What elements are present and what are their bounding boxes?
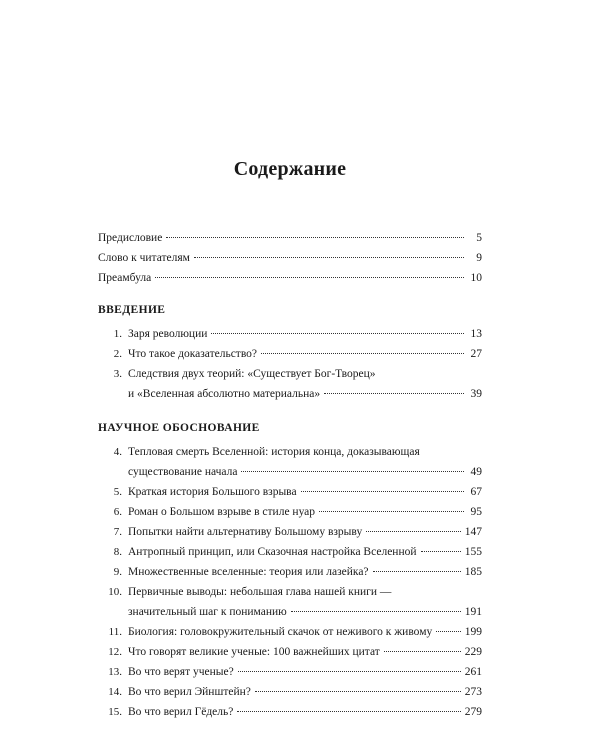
toc-entry-number: 3.: [113, 368, 122, 380]
toc-entry-number: 1.: [113, 328, 122, 340]
dot-leader: [301, 491, 464, 492]
toc-entry-text: Роман о Большом взрыве в стиле нуар: [128, 506, 316, 518]
toc-entry-text: Заря революции: [128, 328, 208, 340]
dot-leader: [211, 333, 464, 334]
dot-leader: [237, 711, 460, 712]
toc-entry-9: [98, 562, 482, 582]
dot-leader: [155, 277, 464, 278]
toc-entry-text: Попытки найти альтернативу Большому взрыву: [128, 526, 363, 538]
dot-leader: [384, 651, 461, 652]
toc-entry-text: Слово к читателям: [98, 252, 190, 264]
toc-entry-number: 11.: [108, 626, 122, 638]
toc-entry-number: 2.: [113, 348, 122, 360]
dot-leader: [373, 571, 461, 572]
toc-entry-text: Краткая история Большого взрыва: [128, 486, 297, 498]
toc-page-number: 67: [470, 486, 482, 498]
dot-leader: [255, 691, 461, 692]
toc-entry-preamble: [98, 268, 482, 288]
toc-entry-preface: [98, 228, 482, 248]
toc-page-number: 279: [464, 706, 482, 718]
toc-entry-to-readers: [98, 248, 482, 268]
toc-entry-8: [98, 542, 482, 562]
toc-entry-text: Первичные выводы: небольшая глава нашей книги —: [128, 586, 392, 598]
dot-leader: [436, 631, 461, 632]
toc-entry-text: Тепловая смерть Вселенной: история конца, доказывающая: [128, 446, 420, 458]
toc-entry-15: [98, 702, 482, 722]
toc-page-number: 155: [464, 546, 482, 558]
toc-entry-12: [98, 642, 482, 662]
toc-entry-number: 4.: [113, 446, 122, 458]
dot-leader: [241, 471, 464, 472]
dot-leader: [194, 257, 464, 258]
toc-page-number: 229: [464, 646, 482, 658]
toc-page-number: 5: [476, 232, 482, 244]
toc-entry-3-line-2: [98, 384, 482, 404]
toc-page-number: 185: [464, 566, 482, 578]
dot-leader: [324, 393, 464, 394]
toc-page-number: 147: [464, 526, 482, 538]
toc-entry-text: Антропный принцип, или Сказочная настройка Вселенной: [128, 546, 417, 558]
toc-entry-text: Преамбула: [98, 272, 152, 284]
toc-entry-number: 5.: [113, 486, 122, 498]
toc-entry-1: [98, 324, 482, 344]
dot-leader: [421, 551, 461, 552]
dot-leader: [261, 353, 464, 354]
dot-leader: [366, 531, 461, 532]
toc-entry-number: 8.: [113, 546, 122, 558]
toc-page-number: 13: [470, 328, 482, 340]
toc-entry-11: [98, 622, 482, 642]
toc-entry-number: 9.: [113, 566, 122, 578]
toc-page-number: 49: [470, 466, 482, 478]
toc-page-number: 191: [464, 606, 482, 618]
toc-entry-number: 14.: [108, 686, 122, 698]
toc-entry-number: 15.: [108, 706, 122, 718]
dot-leader: [319, 511, 464, 512]
toc-entry-2: [98, 344, 482, 364]
toc-entry-text: Предисловие: [98, 232, 163, 244]
toc-entry-number: 6.: [113, 506, 122, 518]
section-heading-introduction: ВВЕДЕНИЕ: [98, 304, 166, 316]
toc-page-number: 10: [470, 272, 482, 284]
toc-page-number: 261: [464, 666, 482, 678]
toc-entry-7: [98, 522, 482, 542]
toc-entry-text: Что такое доказательство?: [128, 348, 258, 360]
toc-entry-text: Следствия двух теорий: «Существует Бог-Творец»: [128, 368, 376, 380]
toc-entry-text: значительный шаг к пониманию: [128, 606, 287, 618]
toc-page-number: 39: [470, 388, 482, 400]
toc-entry-number: 7.: [113, 526, 122, 538]
toc-page-number: 199: [464, 626, 482, 638]
toc-entry-10-line-1: [98, 582, 482, 602]
toc-page-number: 273: [464, 686, 482, 698]
toc-entry-text: Во что верил Гёдель?: [128, 706, 234, 718]
toc-entry-text: Множественные вселенные: теория или лазейка?: [128, 566, 369, 578]
dot-leader: [238, 671, 461, 672]
toc-entry-13: [98, 662, 482, 682]
toc-entry-4-line-1: [98, 442, 482, 462]
section-heading-scientific-basis: НАУЧНОЕ ОБОСНОВАНИЕ: [98, 422, 260, 434]
toc-entry-text: и «Вселенная абсолютно материальна»: [128, 388, 321, 400]
toc-entry-text: Во что верил Эйнштейн?: [128, 686, 251, 698]
toc-page-number: 9: [476, 252, 482, 264]
toc-page-number: 27: [470, 348, 482, 360]
toc-entry-text: Биология: головокружительный скачок от неживого к живому: [128, 626, 433, 638]
toc-entry-text: существование начала: [128, 466, 238, 478]
toc-entry-3-line-1: [98, 364, 482, 384]
toc-entry-number: 13.: [108, 666, 122, 678]
page-title: Содержание: [233, 158, 347, 180]
toc-entry-text: Что говорят великие ученые: 100 важнейших цитат: [128, 646, 380, 658]
toc-entry-10-line-2: [98, 602, 482, 622]
toc-entry-4-line-2: [98, 462, 482, 482]
toc-entry-6: [98, 502, 482, 522]
toc-entry-14: [98, 682, 482, 702]
toc-entry-5: [98, 482, 482, 502]
table-of-contents: [98, 228, 482, 722]
toc-page-number: 95: [470, 506, 482, 518]
dot-leader: [166, 237, 464, 238]
toc-entry-number: 12.: [108, 646, 122, 658]
dot-leader: [291, 611, 461, 612]
toc-entry-number: 10.: [108, 586, 122, 598]
toc-entry-text: Во что верят ученые?: [128, 666, 234, 678]
